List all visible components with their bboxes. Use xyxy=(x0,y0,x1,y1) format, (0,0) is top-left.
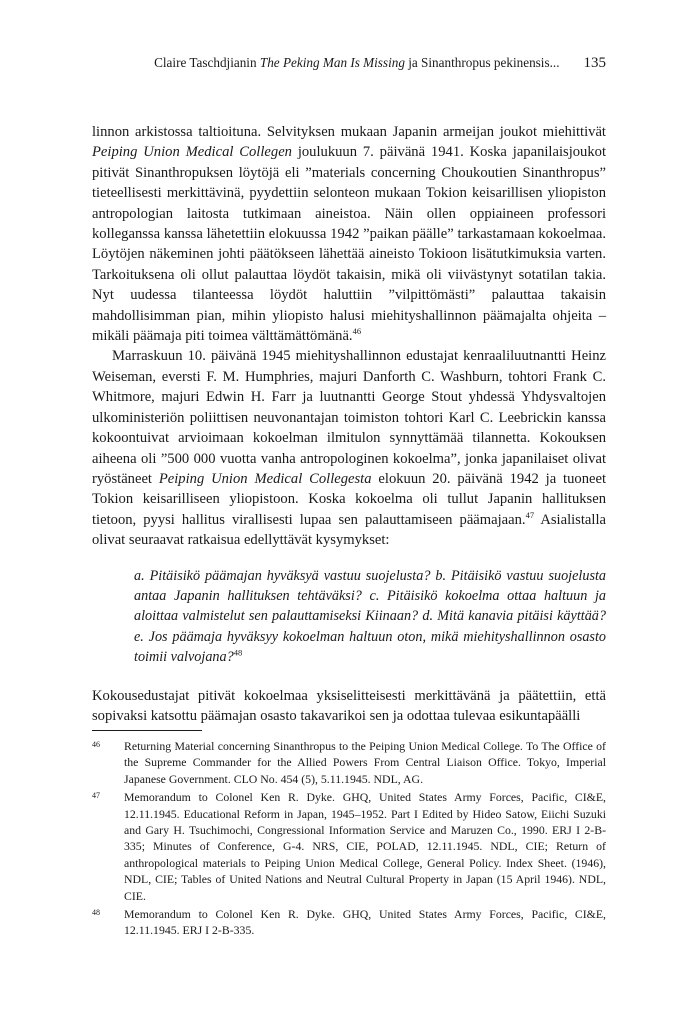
paragraph-1: linnon arkistossa taltioituna. Selvityksen mukaan Japanin armeijan joukot miehittivät Peiping Union Medical Collegen joulukuun 7. päivänä 1941. Koska japanilaisjoukot pitivät Sinanthropuksen löytöjä eli ”materials concerning Choukoutien Sinanthropus” tieteellisesti merkittävinä, pyydettiin selonteon mukaan Tokion keisarillisen yliopiston antropologian laitosta tutkimaan aineistoa. Näin ollen oppiaineen professori kolleganssa kanssa lähetettiin elokuussa 1942 ”paikan päälle” tarkastamaan kokoelmaa. Löytöjen näkeminen johti päätökseen lähettää aineisto Tokioon lisätutkimuksia varten. Tarkoituksena oli ollut palauttaa löydöt takaisin, mikä oli viivästynyt sotatilan takia. Nyt uudessa tilanteessa löydöt haluttiin ”vilpittömästi” palauttaa takaisin mahdollisimman pian, mihin yliopisto halusi miehityshallinnon päämajalta ohjeita – mikäli päämaja piti toimea välttämättömänä.$^{46}$ xyxy=(92,124,606,345)
footnote-number: 48 xyxy=(92,908,100,918)
body-text xyxy=(92,122,606,726)
footnote-ref-47: 47 xyxy=(525,509,535,520)
footnote-text: Memorandum to Colonel Ken R. Dyke. GHQ, United States Army Forces, Pacific, CI&E, 12.11.1945. ERJ I 2-B-335. xyxy=(124,907,606,938)
footnote-ref-48: 48 xyxy=(233,647,243,658)
footnote-ref-46: 46 xyxy=(352,326,362,337)
running-header xyxy=(92,53,606,73)
header-author: Claire Taschdjianin xyxy=(154,55,260,70)
header-subtitle: ja Sinanthropus pekinensis... xyxy=(404,55,560,70)
italic-institution: Peiping Union Medical Collegesta xyxy=(158,470,372,487)
paragraph-3: Kokousedustajat pitivät kokoelmaa yksiselitteisesti merkittävänä ja päätettiin, että sopivaksi katsottu päämajan osasto takavarikoi sen ja odottaa tulevaa esikuntapäälli xyxy=(92,687,606,724)
footnote-number: 47 xyxy=(92,791,100,801)
block-quote: a. Pitäisikö päämajan hyväksyä vastuu suojelusta? b. Pitäisikö vastuu suojelusta antaa Japanin hallituksen tehtäväksi? c. Pitäisikö kokoelma ottaa haltuun ja aloittaa valmistelut sen palauttamiseksi Kiinaan? d. Mitä kanavia pitäisi käyttää? e. Jos päämaja hyväksyy kokoelman haltuun oton, mikä miehityshallinnon osasto toimii valvojana?$^{48}$ xyxy=(134,567,606,666)
footnote-text: Memorandum to Colonel Ken R. Dyke. GHQ, United States Army Forces, Pacific, CI&E, 12.11.1945. Educational Reform in Japan, 1945–1952. Part I Edited by Hideo Satow, Eiichi Suzuki and Gary H. Tsuchimochi, Congressional Information Service and Maruzen Co., 1990. ERJ I 2-B-335; Minutes of Conference, G-4. NRS, CIE, POLAD, 12.11.1945. NDL, CIE; Return of anthropological materials to Peiping Union Medical College, General Policy. Index Sheet. (1946), NDL, CIE; Tables of United Nations and Neutral Cultural Property in Japan (15 April 1946). NDL, CIE. xyxy=(124,790,606,903)
header-book-title: The Peking Man Is Missing xyxy=(259,55,405,70)
footnote-47 xyxy=(92,789,606,904)
footnote-46 xyxy=(92,738,606,787)
footnote-divider xyxy=(92,730,202,731)
italic-institution: Peiping Union Medical Collegen xyxy=(92,144,292,161)
paragraph-2: Marraskuun 10. päivänä 1945 miehityshallinnon edustajat kenraaliluutnantti Heinz Weiseman, eversti F. M. Humphries, majuri Danforth C. Washburn, tohtori Frank C. Whitmore, majuri Edwin H. Farr ja luutnantti George Stout yhdessä Yhdysvaltojen ulkoministeriön poliittisen neuvonantajan toimiston tohtori Karl C. Leebrickin kanssa kokoontuivat arvioimaan kokoelman ilmitulon synnyttämää tilannetta. Kokouksen aiheena oli ”500 000 vuotta vanha antropologinen kokoelma”, jonka japanilaiset olivat ryöstäneet Peiping Union Medical Collegesta elokuun 20. päivänä 1942 ja tuoneet Tokion keisarilliseen yliopistoon. Koska kokoelma oli tullut Japanin hallituksen tietoon, pyysi hallitus virallisesti lupaa sen palauttamiseen päämajaan.$^{47}$ Asialistalla olivat seuraavat ratkaisua edellyttävät kysymykset: xyxy=(92,348,607,549)
footnote-number: 46 xyxy=(92,740,100,749)
footnotes xyxy=(92,738,606,941)
footnote-text: Returning Material concerning Sinanthropus to the Peiping Union Medical College. To The Office of the Supreme Commander for the Allied Powers From Central Liaison Office. Tokyo, Imperial Japanese Government. CLO No. 454 (5), 5.11.1945. NDL, AG. xyxy=(124,739,606,786)
footnote-48 xyxy=(92,906,606,939)
page-number: 135 xyxy=(583,55,606,71)
